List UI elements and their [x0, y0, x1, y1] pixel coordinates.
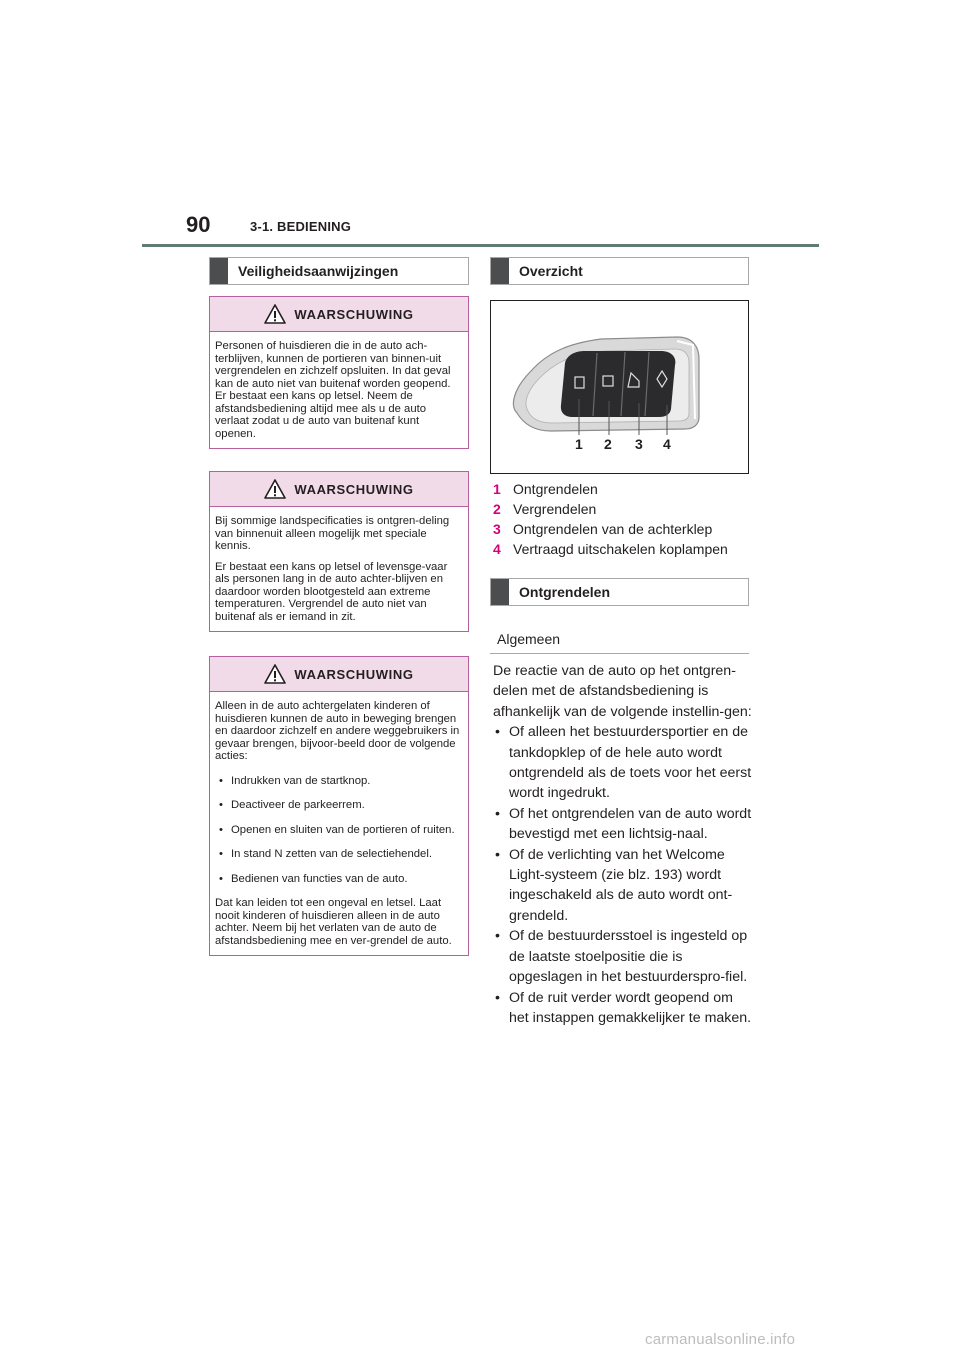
figure-callout: 3 [635, 436, 643, 452]
warning-title: WAARSCHUWING [294, 481, 414, 497]
heading-tab [491, 258, 509, 284]
list-item: • Of de ruit verder wordt geopend om het instappen gemakkelijker te maken. [493, 988, 755, 1029]
safety-heading-text: Veiligheidsaanwijzingen [238, 263, 399, 279]
overview-heading [490, 257, 749, 285]
list-item: • Of alleen het bestuurdersportier en de tankdopklep of de hele auto wordt ontgrendeld als de toets voor het eerst wordt ingedrukt. [493, 722, 755, 804]
unlock-heading-text: Ontgrendelen [519, 584, 611, 600]
legend-number: 4 [493, 541, 501, 557]
warning-body [210, 692, 468, 955]
heading-tab [491, 579, 509, 605]
unlock-heading [490, 578, 749, 606]
warning-paragraph: Personen of huisdieren die in de auto ach-terblijven, kunnen de portieren van binnen-uit vergrendelen en zichzelf opsluiten. In dat geval kan de auto niet van buitenaf worden geopend. Er bestaat een kans op letsel. Neem de afstandsbediening altijd mee als u de auto verlaat zodat u de auto van buitenaf kunt openen. [215, 340, 451, 440]
figure-legend [493, 479, 728, 559]
warning-triangle-icon [264, 479, 286, 499]
general-subheading [490, 622, 749, 654]
legend-item [493, 479, 728, 499]
legend-label: Vergrendelen [513, 501, 597, 517]
legend-item [493, 519, 728, 539]
header-rule [142, 244, 819, 247]
unlock-body [493, 661, 755, 1028]
warning-box-2 [209, 471, 469, 632]
warning-header [210, 297, 468, 332]
overview-heading-text: Overzicht [519, 263, 583, 279]
warning-title: WAARSCHUWING [294, 666, 414, 682]
warning-header [210, 657, 468, 692]
warning-intro: Alleen in de auto achtergelaten kinderen of huisdieren kunnen de auto in beweging brengen en daardoor zichzelf en andere weggebruikers in gevaar brengen, bijvoor-beeld door de volgende acties: [215, 700, 460, 762]
list-item: • Indrukken van de startknop. [215, 775, 462, 788]
list-item: • Bedienen van functies van de auto. [215, 873, 462, 886]
unlock-intro: De reactie van de auto op het ontgren-delen met de afstandsbediening is afhankelijk van de volgende instellin-gen: [493, 663, 752, 720]
legend-label: Ontgrendelen van de achterklep [513, 521, 713, 537]
heading-tab [210, 258, 228, 284]
warning-triangle-icon [264, 304, 286, 324]
warning-paragraph: Bij sommige landspecificaties is ontgren-deling van binnenuit alleen mogelijk met speciale kennis. [215, 515, 450, 552]
page-number: 90 [186, 212, 211, 237]
figure-callout: 2 [604, 436, 612, 452]
legend-label: Ontgrendelen [513, 481, 598, 497]
list-item: • Openen en sluiten van de portieren of ruiten. [215, 824, 462, 837]
safety-heading [209, 257, 469, 285]
legend-number: 2 [493, 501, 501, 517]
footer-watermark: carmanualsonline.info [645, 1331, 796, 1348]
list-item: • Of het ontgrendelen van de auto wordt bevestigd met een lichtsig-naal. [493, 804, 755, 845]
legend-item [493, 539, 728, 559]
warning-box-3 [209, 656, 469, 956]
general-subheading-text: Algemeen [497, 631, 561, 647]
legend-item [493, 499, 728, 519]
warning-list [215, 775, 462, 886]
warning-outro: Dat kan leiden tot een ongeval en letsel. Laat nooit kinderen of huisdieren alleen in de auto achter. Neem bij het verlaten van de auto de afstandsbediening mee en ver-grendel de auto. [215, 897, 452, 947]
key-fob-figure [490, 300, 749, 474]
warning-box-1 [209, 296, 469, 449]
list-item: • Of de verlichting van het Welcome Light-systeem (zie blz. 193) wordt ingeschakeld als de auto wordt ont-grendeld. [493, 845, 755, 927]
warning-title: WAARSCHUWING [294, 306, 414, 322]
warning-header [210, 472, 468, 507]
unlock-bullets [493, 722, 755, 1028]
key-fob-illustration [491, 301, 748, 473]
list-item: • In stand N zetten van de selectiehendel. [215, 848, 462, 861]
warning-body [210, 332, 468, 448]
figure-callout: 1 [575, 436, 583, 452]
warning-triangle-icon [264, 664, 286, 684]
figure-callout: 4 [663, 436, 671, 452]
list-item: • Of de bestuurdersstoel is ingesteld op de laatste stoelpositie die is opgeslagen in het bestuurderspro-fiel. [493, 926, 755, 987]
section-label: 3-1. BEDIENING [250, 219, 352, 234]
legend-number: 3 [493, 521, 501, 537]
warning-paragraph: Er bestaat een kans op letsel of levensge-vaar als personen lang in de auto achter-blijven en daardoor worden blootgesteld aan extreme temperaturen. Vergrendel de auto niet van buitenaf als er iemand in zit. [215, 560, 448, 623]
warning-body [210, 507, 468, 631]
list-item: • Deactiveer de parkeerrem. [215, 799, 462, 812]
legend-number: 1 [493, 481, 501, 497]
legend-label: Vertraagd uitschakelen koplampen [513, 541, 728, 557]
